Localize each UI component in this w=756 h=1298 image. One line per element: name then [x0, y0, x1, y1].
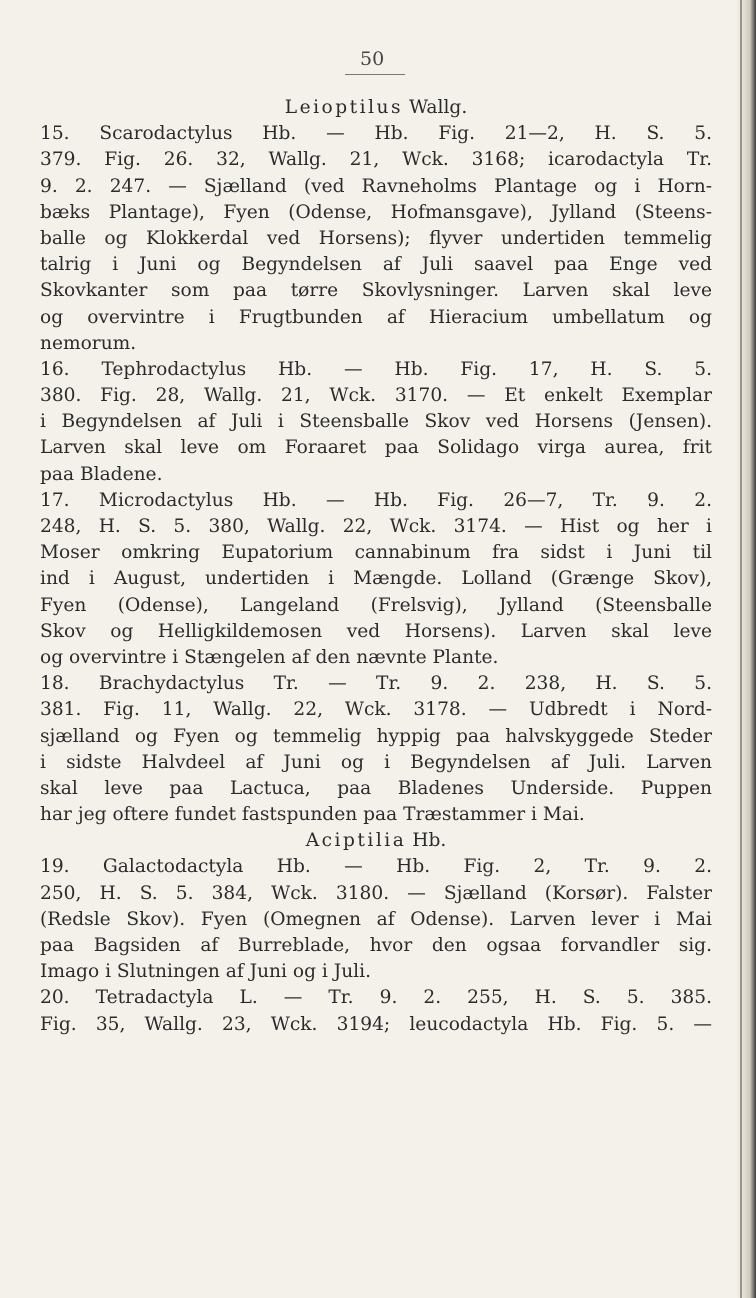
heading-genus: Leioptilus	[284, 97, 404, 118]
text-line: 250, H. S. 5. 384, Wck. 3180. — Sjælland (Korsør). Falster	[40, 882, 712, 904]
text-line: 248, H. S. 5. 380, Wallg. 22, Wck. 3174. — Hist og her i	[40, 516, 712, 537]
text-line: 380. Fig. 28, Wallg. 21, Wck. 3170. — Et enkelt Exemplar	[40, 385, 712, 407]
text-line: Moser omkring Eupatorium cannabinum fra sidst i Juni til	[40, 542, 712, 564]
text-line: og overvintre i Stængelen af den nævnte Plante.	[40, 646, 499, 668]
page-number: 50	[360, 48, 385, 70]
page-number-rule	[345, 74, 405, 75]
text-line: har jeg oftere fundet fastspunden paa Træstammer i Mai.	[40, 804, 585, 826]
section-heading	[40, 828, 712, 854]
text-line: 19. Galactodactyla Hb. — Hb. Fig. 2, Tr. 9. 2.	[40, 856, 712, 878]
page-edge-line	[740, 0, 742, 1298]
text-line: og overvintre i Frugtbunden af Hieracium umbellatum og	[40, 306, 712, 328]
section-heading	[40, 95, 712, 121]
text-line: Larven skal leve om Foraaret paa Solidago virga aurea, frit	[40, 437, 712, 459]
heading-author: Wallg.	[403, 97, 468, 118]
text-line: 17. Microdactylus Hb. — Hb. Fig. 26—7, Tr. 9. 2.	[40, 489, 712, 511]
text-line: i Begyndelsen af Juli i Steensballe Skov ved Horsens (Jensen).	[40, 411, 712, 433]
text-line: 9. 2. 247. — Sjælland (ved Ravneholms Plantage og i Horn-	[40, 175, 712, 197]
text-line: ind i August, undertiden i Mængde. Lolland (Grænge Skov),	[40, 568, 712, 590]
text-line: paa Bladene.	[40, 463, 163, 485]
text-line: nemorum.	[40, 332, 137, 354]
text-line: balle og Klokkerdal ved Horsens); flyver undertiden temmelig	[40, 227, 712, 249]
text-line: i sidste Halvdeel af Juni og i Begyndelsen af Juli. Larven	[40, 751, 712, 773]
text-line: 379. Fig. 26. 32, Wallg. 21, Wck. 3168; icarodactyla Tr.	[40, 149, 712, 171]
text-line: 381. Fig. 11, Wallg. 22, Wck. 3178. — Udbredt i Nord-	[40, 699, 712, 721]
text-line: Skovkanter som paa tørre Skovlysninger. Larven skal leve	[40, 280, 712, 302]
text-line: 16. Tephrodactylus Hb. — Hb. Fig. 17, H. S. 5.	[40, 358, 712, 380]
text-line: skal leve paa Lactuca, paa Bladenes Underside. Puppen	[40, 777, 712, 799]
text-line: (Redsle Skov). Fyen (Omegnen af Odense). Larven lever i Mai	[40, 908, 712, 930]
text-line: bæks Plantage), Fyen (Odense, Hofmansgave), Jylland (Steens-	[40, 201, 712, 223]
text-line: paa Bagsiden af Burreblade, hvor den ogsaa forvandler sig.	[40, 935, 712, 956]
text-line: sjælland og Fyen og temmelig hyppig paa halvskyggede Steder	[40, 725, 712, 747]
text-line: Fyen (Odense), Langeland (Frelsvig), Jylland (Steensballe	[40, 594, 712, 616]
text-line: talrig i Juni og Begyndelsen af Juli saavel paa Enge ved	[40, 254, 712, 276]
text-line: Imago i Slutningen af Juni og i Juli.	[40, 961, 371, 983]
body-text	[40, 95, 712, 1038]
heading-author: Hb.	[406, 830, 447, 852]
text-line: Skov og Helligkildemosen ved Horsens). Larven skal leve	[40, 620, 712, 642]
page-edge-shadow	[736, 0, 756, 1298]
heading-genus: Aciptilia	[305, 830, 407, 852]
text-line: 18. Brachydactylus Tr. — Tr. 9. 2. 238, H. S. 5.	[40, 673, 712, 695]
text-line: 20. Tetradactyla L. — Tr. 9. 2. 255, H. S. 5. 385.	[40, 987, 712, 1009]
text-line: Fig. 35, Wallg. 23, Wck. 3194; leucodactyla Hb. Fig. 5. —	[40, 1013, 712, 1035]
text-line: 15. Scarodactylus Hb. — Hb. Fig. 21—2, H. S. 5.	[40, 123, 712, 145]
